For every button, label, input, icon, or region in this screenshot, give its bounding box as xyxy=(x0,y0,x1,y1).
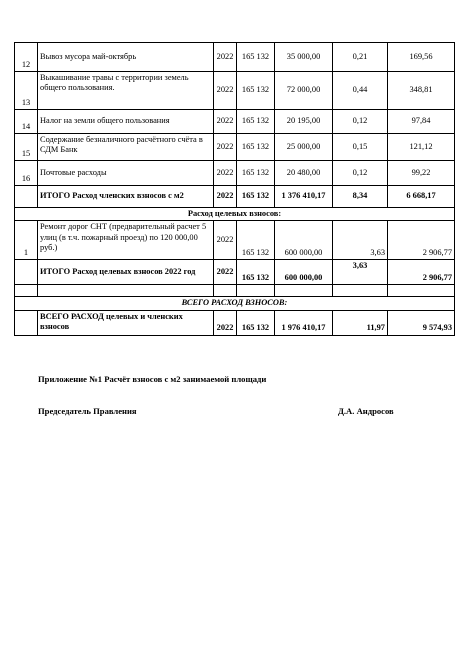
member-total-area: 165 132 xyxy=(237,186,275,208)
row-year: 2022 xyxy=(214,72,237,110)
row-rate: 0,12 xyxy=(333,110,388,134)
row-description: Ремонт дорог СНТ (предварительный расчет 5 улиц (в т.ч. пожарный проезд) по 120 000,00 руб.) xyxy=(38,221,214,260)
row-area: 165 132 xyxy=(237,72,275,110)
row-description: Вывоз мусора май-октябрь xyxy=(38,43,214,72)
empty-cell xyxy=(388,285,455,297)
empty-cell xyxy=(15,186,38,208)
table-row xyxy=(15,134,455,161)
target-total-row xyxy=(15,260,455,285)
row-amount: 20 195,00 xyxy=(275,110,333,134)
grand-total-row xyxy=(15,310,455,335)
row-area: 165 132 xyxy=(237,134,275,161)
member-total-row xyxy=(15,186,455,208)
row-area: 165 132 xyxy=(237,43,275,72)
table-row xyxy=(15,43,455,72)
row-total: 169,56 xyxy=(388,43,455,72)
row-area: 165 132 xyxy=(237,161,275,186)
row-rate: 3,63 xyxy=(333,221,388,260)
row-amount: 600 000,00 xyxy=(275,221,333,260)
empty-cell xyxy=(15,260,38,285)
member-total-rate: 8,34 xyxy=(333,186,388,208)
grand-total-area: 165 132 xyxy=(237,310,275,335)
row-number: 15 xyxy=(15,134,38,161)
empty-cell xyxy=(333,285,388,297)
member-total-label: ИТОГО Расход членских взносов с м2 xyxy=(38,186,214,208)
row-number: 13 xyxy=(15,72,38,110)
grand-total-amount: 1 976 410,17 xyxy=(275,310,333,335)
target-total-sum: 2 906,77 xyxy=(388,260,455,285)
member-total-sum: 6 668,17 xyxy=(388,186,455,208)
empty-cell xyxy=(275,285,333,297)
grand-total-rate: 11,97 xyxy=(333,310,388,335)
row-description: Почтовые расходы xyxy=(38,161,214,186)
spacer-row xyxy=(15,285,455,297)
signature-name: Д.А. Андросов xyxy=(338,406,394,416)
row-description: Содержание безналичного расчётного счёта в СДМ Банк xyxy=(38,134,214,161)
row-year: 2022 xyxy=(214,43,237,72)
table-row xyxy=(15,221,455,260)
empty-cell xyxy=(237,285,275,297)
row-total: 99,22 xyxy=(388,161,455,186)
grand-section-title: ВСЕГО РАСХОД ВЗНОСОВ: xyxy=(15,297,455,310)
row-amount: 72 000,00 xyxy=(275,72,333,110)
table-row xyxy=(15,161,455,186)
row-number: 1 xyxy=(15,221,38,260)
row-number: 12 xyxy=(15,43,38,72)
row-total: 97,84 xyxy=(388,110,455,134)
row-total: 121,12 xyxy=(388,134,455,161)
row-year: 2022 xyxy=(214,221,237,260)
row-area: 165 132 xyxy=(237,110,275,134)
grand-total-sum: 9 574,93 xyxy=(388,310,455,335)
row-description: Выкашивание травы с территории земель общего пользования. xyxy=(38,72,214,110)
empty-cell xyxy=(15,285,38,297)
target-total-amount: 600 000,00 xyxy=(275,260,333,285)
target-total-area: 165 132 xyxy=(237,260,275,285)
row-amount: 35 000,00 xyxy=(275,43,333,72)
row-rate: 0,21 xyxy=(333,43,388,72)
row-rate: 0,12 xyxy=(333,161,388,186)
target-total-label: ИТОГО Расход целевых взносов 2022 год xyxy=(38,260,214,285)
row-area: 165 132 xyxy=(237,221,275,260)
grand-total-year: 2022 xyxy=(214,310,237,335)
row-amount: 25 000,00 xyxy=(275,134,333,161)
target-total-rate: 3,63 xyxy=(333,260,388,285)
empty-cell xyxy=(214,285,237,297)
row-year: 2022 xyxy=(214,110,237,134)
target-total-year: 2022 xyxy=(214,260,237,285)
empty-cell xyxy=(15,310,38,335)
section-header-row xyxy=(15,297,455,310)
member-total-year: 2022 xyxy=(214,186,237,208)
row-number: 16 xyxy=(15,161,38,186)
row-description: Налог на земли общего пользования xyxy=(38,110,214,134)
row-number: 14 xyxy=(15,110,38,134)
row-rate: 0,15 xyxy=(333,134,388,161)
member-total-amount: 1 376 410,17 xyxy=(275,186,333,208)
appendix-note: Приложение №1 Расчёт взносов с м2 занимаемой площади xyxy=(38,374,267,384)
row-year: 2022 xyxy=(214,134,237,161)
expense-table xyxy=(14,42,455,336)
signature-title: Председатель Правления xyxy=(38,406,137,416)
row-total: 2 906,77 xyxy=(388,221,455,260)
table-row xyxy=(15,72,455,110)
table-row xyxy=(15,110,455,134)
row-total: 348,81 xyxy=(388,72,455,110)
section-header-row xyxy=(15,208,455,221)
grand-total-label: ВСЕГО РАСХОД целевых и членских взносов xyxy=(38,310,214,335)
row-rate: 0,44 xyxy=(333,72,388,110)
row-year: 2022 xyxy=(214,161,237,186)
row-amount: 20 480,00 xyxy=(275,161,333,186)
target-section-title: Расход целевых взносов: xyxy=(15,208,455,221)
empty-cell xyxy=(38,285,214,297)
